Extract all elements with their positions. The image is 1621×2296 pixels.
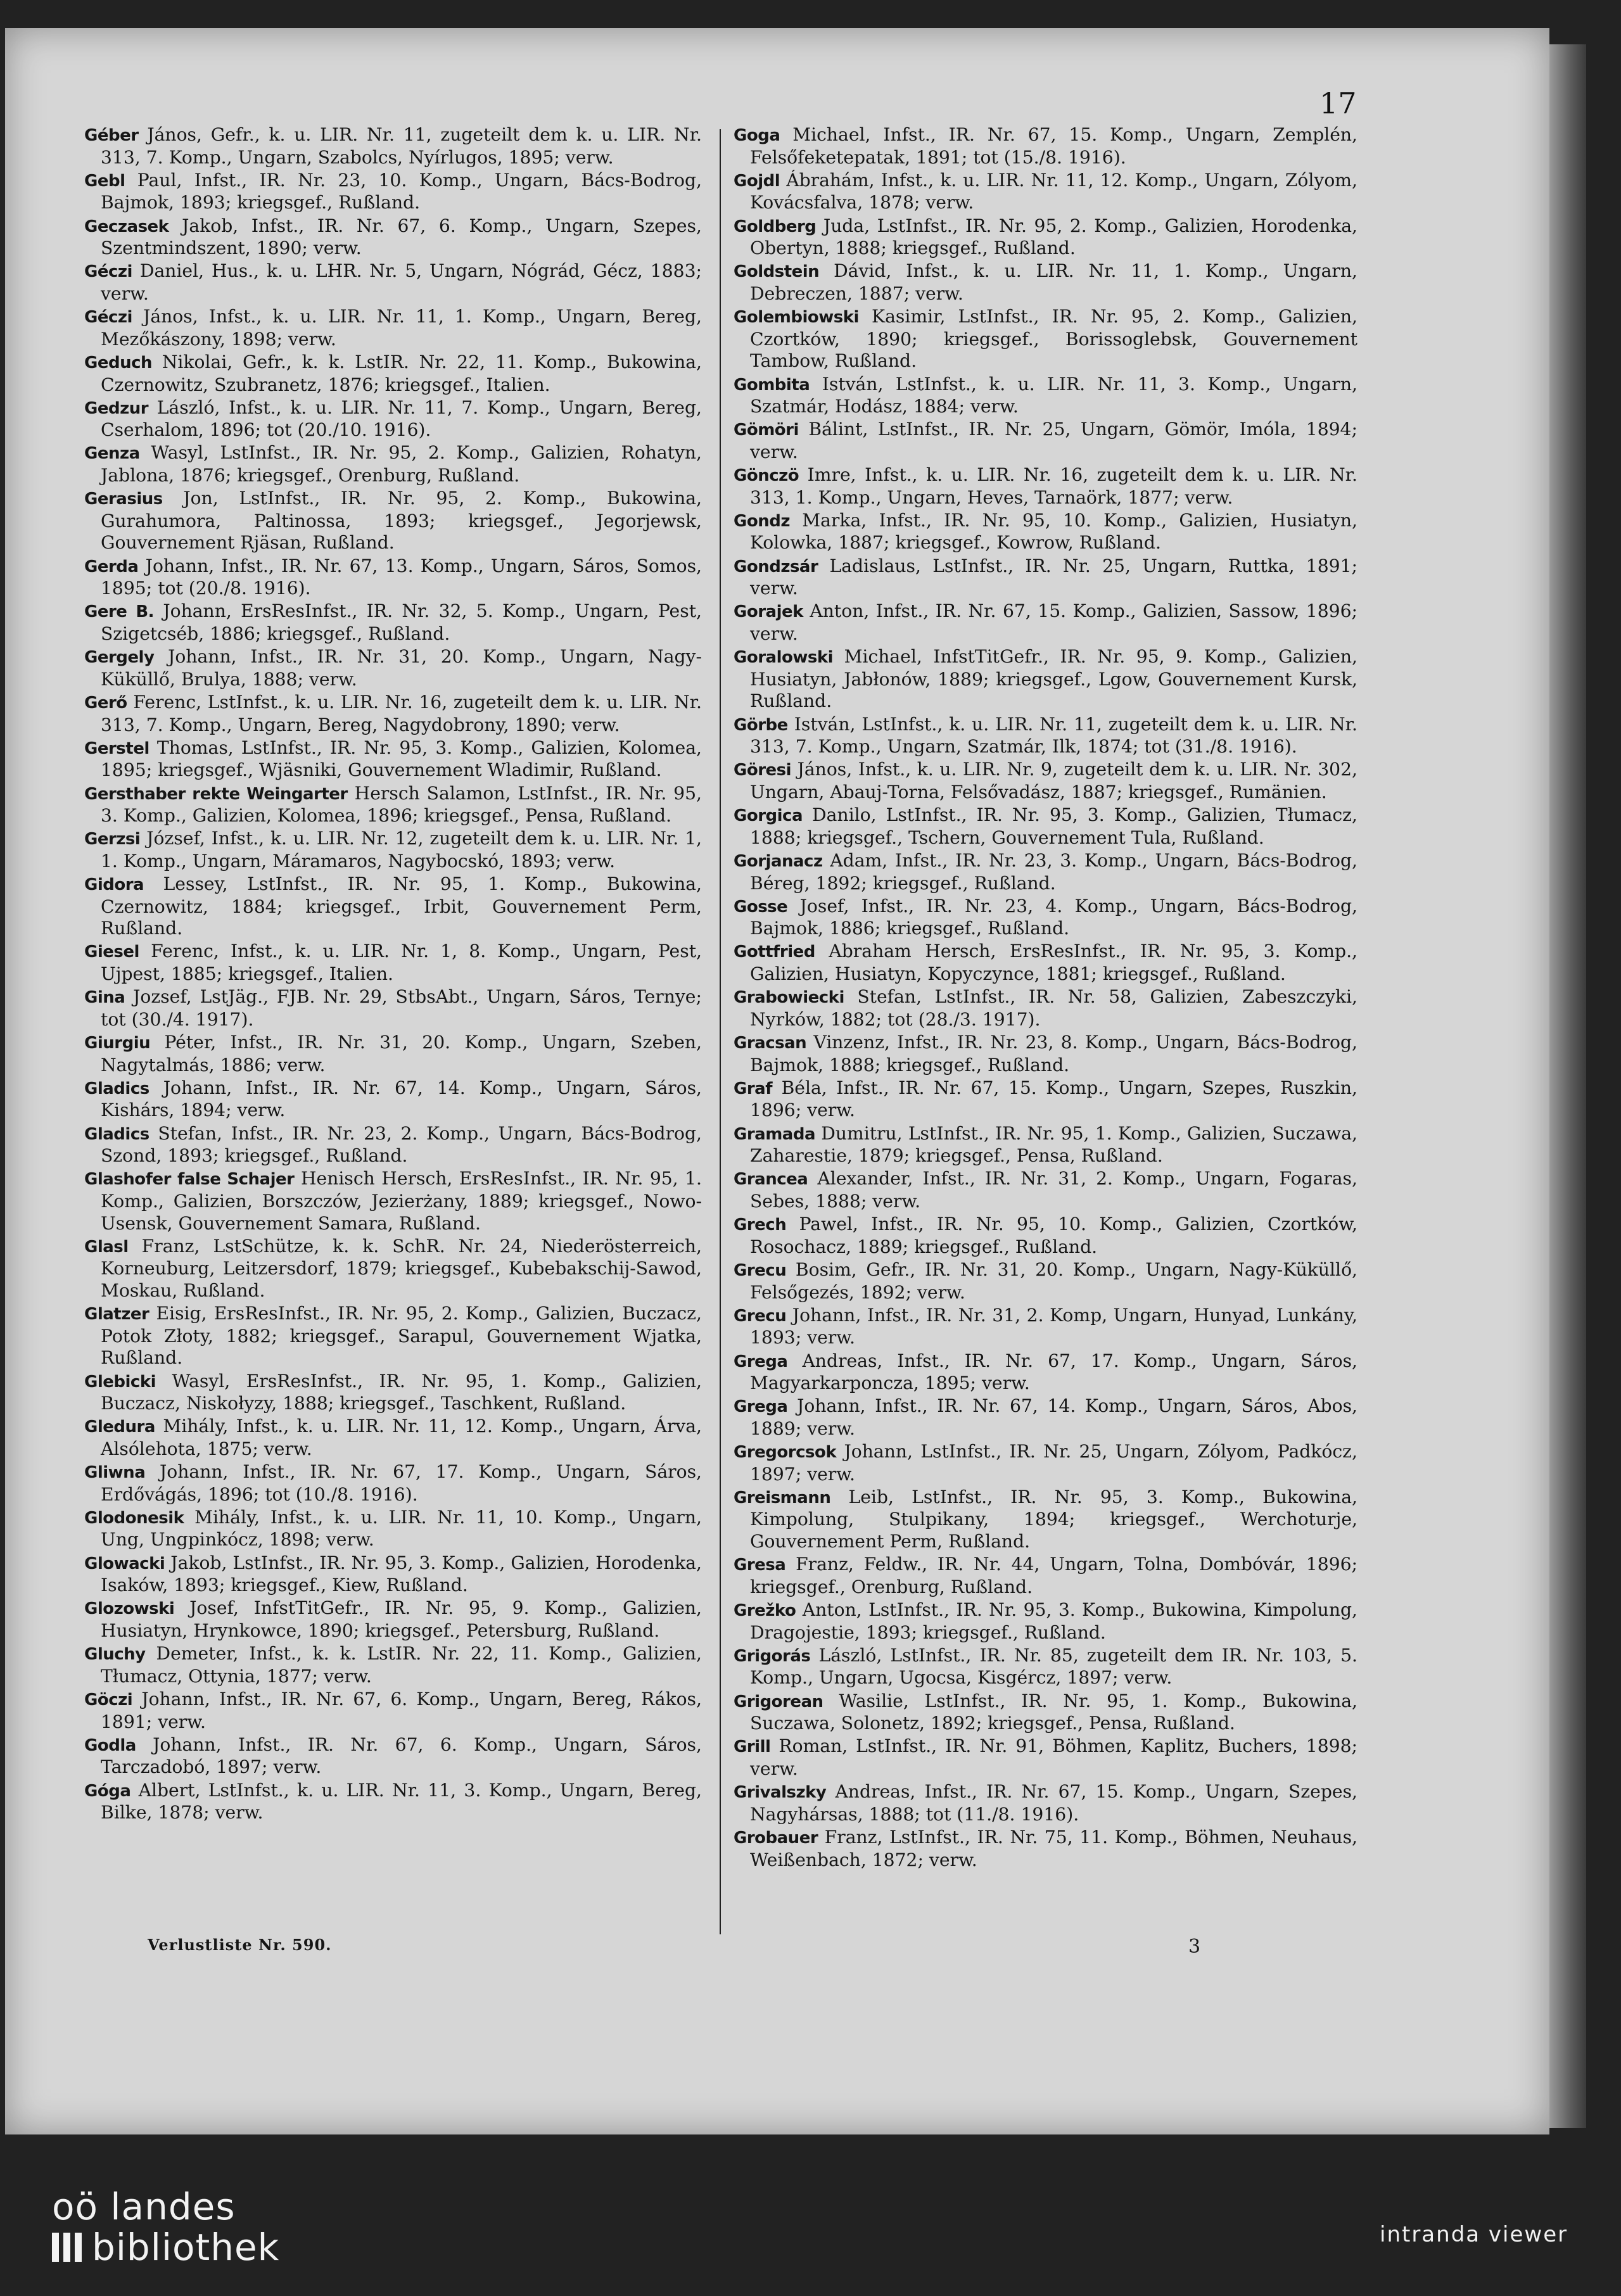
entry-surname: Grancea [734,1170,808,1189]
entry-surname: Göresi [734,761,792,780]
entry-details: Jozsef, LstJäg., FJB. Nr. 29, StbsAbt., Ungarn, Sáros, Ternye; tot (30./4. 1917). [101,986,702,1030]
entry-surname: Góga [84,1781,131,1801]
entry-details: Alexander, Infst., IR. Nr. 31, 2. Komp., Ungarn, Fogaras, Sebes, 1888; verw. [750,1168,1357,1212]
list-entry [84,1032,702,1076]
list-entry [84,306,702,350]
entry-details: Stefan, Infst., IR. Nr. 23, 2. Komp., Ungarn, Bács-Bodrog, Szond, 1893; kriegsgef., Rußland. [101,1122,702,1167]
list-entry [734,124,1357,168]
list-entry [734,1690,1357,1735]
entry-surname: Gorajek [734,602,803,622]
entry-details: János, Gefr., k. u. LIR. Nr. 11, zugeteilt dem k. u. LIR. Nr. 313, 7. Komp., Ungarn, Szabolcs, Nyírlugos, 1895; verw. [101,124,702,168]
entry-details: Johann, Infst., IR. Nr. 67, 6. Komp., Ungarn, Bereg, Rákos, 1891; verw. [101,1688,702,1732]
entry-surname: Glatzer [84,1305,149,1324]
entry-surname: Goralowski [734,648,834,668]
entry-surname: Gerő [84,693,127,713]
list-entry [84,397,702,441]
entry-details: Bosim, Gefr., IR. Nr. 31, 20. Komp., Ungarn, Nagy-Küküllő, Felsőgezés, 1892; verw. [750,1259,1357,1303]
entry-details: József, Infst., k. u. LIR. Nr. 12, zugeteilt dem k. u. LIR. Nr. 1, 1. Komp., Ungarn, Máramaros, Nagybocskó, 1893; verw. [101,828,702,872]
list-entry [84,1371,702,1415]
entry-surname: Gledura [84,1418,155,1437]
entry-details: Jon, LstInfst., IR. Nr. 95, 2. Komp., Bukowina, Gurahumora, Paltinossa, 1893; kriegsgef., Jegorjewsk, Gouvernement Rjäsan, Rußland. [101,488,702,554]
list-entry [734,1441,1357,1485]
entry-surname: Goldberg [734,217,817,236]
entry-details: Mihály, Infst., k. u. LIR. Nr. 11, 12. Komp., Ungarn, Árva, Alsólehota, 1875; verw. [101,1416,702,1459]
entry-details: Pawel, Infst., IR. Nr. 95, 10. Komp., Galizien, Czortków, Rosochacz, 1889; kriegsgef., Rußland. [750,1214,1357,1257]
list-entry [734,646,1357,713]
entry-surname: Gojdl [734,171,780,191]
entry-surname: Grecu [734,1260,787,1280]
list-entry [734,896,1357,940]
page-number: 17 [1319,86,1357,120]
entry-details: Wasyl, LstInfst., IR. Nr. 95, 2. Komp., Galizien, Rohatyn, Jablona, 1876; kriegsgef., Orenburg, Rußland. [101,442,702,486]
entry-surname: Gerasius [84,490,163,509]
column-divider [720,129,721,1934]
logo-line2 [52,2227,279,2267]
entry-surname: Gerzsi [84,830,141,849]
entry-surname: Görbe [734,715,788,735]
entry-details: Béla, Infst., IR. Nr. 67, 15. Komp., Ungarn, Szepes, Ruszkin, 1896; verw. [750,1077,1357,1121]
entry-details: Anton, Infst., IR. Nr. 67, 15. Komp., Galizien, Sassow, 1896; verw. [750,600,1357,644]
entry-details: Leib, LstInfst., IR. Nr. 95, 3. Komp., Bukowina, Kimpolung, Stulpikany, 1894; kriegsgef., Werchoturje, Gouvernement Perm, Rußland. [750,1486,1357,1552]
list-entry [734,941,1357,985]
entry-details: Johann, Infst., IR. Nr. 67, 6. Komp., Ungarn, Sáros, Tarczadobó, 1897; verw. [101,1734,702,1778]
entry-details: Michael, Infst., IR. Nr. 67, 15. Komp., Ungarn, Zemplén, Felsőfeketepatak, 1891; tot (15./8. 1916). [750,124,1357,168]
entry-surname: Giurgiu [84,1034,151,1053]
library-logo[interactable] [52,2186,279,2267]
entry-details: Henisch Hersch, ErsResInfst., IR. Nr. 95, 1. Komp., Galizien, Borszczów, Jezierżany, 1889; kriegsgef., Nowo-Usensk, Gouvernement Samara, Rußland. [101,1168,702,1234]
list-entry [734,1350,1357,1395]
list-entry [84,352,702,396]
list-entry [734,510,1357,554]
entry-surname: Grega [734,1352,788,1371]
list-entry [734,759,1357,803]
entry-surname: Gönczö [734,466,799,486]
entry-surname: Geduch [84,353,153,372]
entry-surname: Glozowski [84,1599,175,1619]
entry-details: Jakob, Infst., IR. Nr. 67, 6. Komp., Ungarn, Szepes, Szentmindszent, 1890; verw. [101,215,702,259]
entry-details: Wasilie, LstInfst., IR. Nr. 95, 1. Komp., Bukowina, Suczawa, Solonetz, 1892; kriegsgef., Pensa, Rußland. [750,1690,1357,1734]
entry-surname: Gere B. [84,602,155,622]
entry-surname: Göczi [84,1690,133,1709]
entry-details: Andreas, Infst., IR. Nr. 67, 17. Komp., Ungarn, Sáros, Magyarkarponcza, 1895; verw. [750,1350,1357,1394]
entry-surname: Golembiowski [734,308,859,327]
entry-details: Eisig, ErsResInfst., IR. Nr. 95, 2. Komp., Galizien, Buczacz, Potok Złoty, 1882; kriegsgef., Sarapul, Gouvernement Wjatka, Rußland. [101,1303,702,1369]
entry-details: Danilo, LstInfst., IR. Nr. 95, 3. Komp., Galizien, Tłumacz, 1888; kriegsgef., Tschern, Gouvernement Tula, Rußland. [750,804,1357,848]
list-entry [734,215,1357,260]
entry-surname: Grega [734,1397,788,1417]
list-entry [84,1416,702,1460]
entry-details: Abraham Hersch, ErsResInfst., IR. Nr. 95, 3. Komp., Galizien, Husiatyn, Kopyczynce, 1881; kriegsgef., Rußland. [750,941,1357,985]
entry-surname: Gedzur [84,398,149,418]
list-entry [734,374,1357,418]
list-entry [734,306,1357,372]
list-entry [734,464,1357,509]
list-entry [734,1554,1357,1598]
entry-details: Adam, Infst., IR. Nr. 23, 3. Komp., Ungarn, Bács-Bodrog, Béreg, 1892; kriegsgef., Rußland. [750,849,1357,894]
entry-surname: Geczasek [84,217,169,236]
entry-surname: Gladics [84,1124,149,1144]
entry-surname: Grobauer [734,1828,818,1848]
list-entry [734,1781,1357,1825]
entry-surname: Gregorcsok [734,1443,837,1462]
entry-details: Juda, LstInfst., IR. Nr. 95, 2. Komp., Galizien, Horodenka, Obertyn, 1888; kriegsgef., Rußland. [750,215,1357,259]
list-entry [84,1689,702,1733]
list-entry [734,1305,1357,1349]
entry-surname: Glowacki [84,1554,165,1573]
entry-details: Dávid, Infst., k. u. LIR. Nr. 11, 1. Komp., Ungarn, Debreczen, 1887; verw. [750,260,1357,304]
list-entry [84,1507,702,1551]
list-entry [84,1597,702,1642]
entry-surname: Glodonesik [84,1508,184,1528]
list-entry [84,488,702,554]
entry-details: Jakob, LstInfst., IR. Nr. 95, 3. Komp., Galizien, Horodenka, Isaków, 1893; kriegsgef., Kiew, Rußland. [101,1552,702,1596]
entry-surname: Giesel [84,942,139,962]
list-entry [734,600,1357,645]
list-entry [84,215,702,260]
list-entry [734,1259,1357,1303]
entry-details: Franz, Feldw., IR. Nr. 44, Ungarn, Tolna, Dombóvár, 1896; kriegsgef., Orenburg, Rußland. [750,1554,1357,1597]
entry-details: Paul, Infst., IR. Nr. 23, 10. Komp., Ungarn, Bács-Bodrog, Bajmok, 1893; kriegsgef., Rußland. [101,169,702,213]
entry-surname: Grecu [734,1306,787,1326]
entry-details: Demeter, Infst., k. k. LstIR. Nr. 22, 11. Komp., Galizien, Tłumacz, Ottynia, 1877; verw. [101,1643,702,1687]
list-entry [734,1123,1357,1167]
entry-surname: Grežko [734,1601,796,1620]
list-entry [84,1123,702,1167]
entry-details: Johann, Infst., IR. Nr. 67, 14. Komp., Ungarn, Sáros, Kishárs, 1894; verw. [101,1077,702,1121]
logo-text-line2: bibliothek [92,2226,280,2269]
entry-surname: Grigorean [734,1692,823,1711]
entry-surname: Goldstein [734,262,820,282]
entry-surname: Graf [734,1079,773,1098]
entry-details: Michael, InfstTitGefr., IR. Nr. 95, 9. Komp., Galizien, Husiatyn, Jabłonów, 1889; kriegsgef., Lgow, Gouvernement Kursk, Rußland. [750,646,1357,712]
list-entry [734,1599,1357,1644]
list-entry [84,1643,702,1687]
entry-surname: Gresa [734,1556,786,1575]
list-entry [84,600,702,645]
entry-details: János, Infst., k. u. LIR. Nr. 11, 1. Komp., Ungarn, Bereg, Mezőkászony, 1898; verw. [101,306,702,350]
list-entry [734,1214,1357,1258]
entry-surname: Gladics [84,1079,149,1098]
list-entry [84,260,702,305]
entry-surname: Grill [734,1737,771,1757]
entry-details: Lessey, LstInfst., IR. Nr. 95, 1. Komp., Bukowina, Czernowitz, 1884; kriegsgef., Irbit, Gouvernement Perm, Rußland. [101,873,702,939]
list-entry [84,783,702,827]
entry-details: Albert, LstInfst., k. u. LIR. Nr. 11, 3. Komp., Ungarn, Bereg, Bilke, 1878; verw. [101,1779,702,1823]
entry-surname: Gombita [734,375,810,395]
entry-details: Johann, Infst., IR. Nr. 67, 17. Komp., Ungarn, Sáros, Erdővágás, 1896; tot (10./8. 1916). [101,1461,702,1505]
entry-details: Hersch Salamon, LstInfst., IR. Nr. 95, 3. Komp., Galizien, Kolomea, 1896; kriegsgef., Pensa, Rußland. [101,782,702,827]
list-entry [84,1303,702,1369]
entry-details: László, Infst., k. u. LIR. Nr. 11, 7. Komp., Ungarn, Bereg, Cserhalom, 1896; tot (20./10. 1916). [101,396,702,441]
entry-surname: Godla [84,1735,136,1755]
entry-details: Roman, LstInfst., IR. Nr. 91, Böhmen, Kaplitz, Buchers, 1898; verw. [750,1735,1358,1779]
list-entry [84,941,702,985]
entry-details: István, LstInfst., k. u. LIR. Nr. 11, 3. Komp., Ungarn, Szatmár, Hodász, 1884; verw. [750,373,1358,417]
list-entry [734,986,1357,1031]
entry-surname: Greismann [734,1488,831,1507]
entry-surname: Gina [84,988,125,1008]
entry-details: Kasimir, LstInfst., IR. Nr. 95, 2. Komp., Galizien, Czortków, 1890; kriegsgef., Borissoglebsk, Gouvernement Tambow, Rußland. [750,306,1357,372]
list-entry [734,1168,1357,1212]
right-column [734,124,1357,1872]
entry-surname: Gergely [84,648,155,668]
list-entry [84,1461,702,1506]
entry-surname: Glashofer false Schajer [84,1170,295,1189]
entry-details: Bálint, LstInfst., IR. Nr. 25, Ungarn, Gömör, Imóla, 1894; verw. [750,419,1357,462]
entry-surname: Grabowiecki [734,988,844,1008]
entry-details: Johann, ErsResInfst., IR. Nr. 32, 5. Komp., Ungarn, Pest, Szigetcséb, 1886; kriegsgef., Rußland. [101,600,702,644]
entry-details: István, LstInfst., k. u. LIR. Nr. 11, zugeteilt dem k. u. LIR. Nr. 313, 7. Komp., Ungarn, Szatmár, Ilk, 1874; tot (31./8. 1916). [750,713,1357,758]
entry-surname: Gliwna [84,1463,146,1483]
scanned-page [5,28,1549,2134]
entry-details: Ferenc, LstInfst., k. u. LIR. Nr. 16, zugeteilt dem k. u. LIR. Nr. 313, 7. Komp., Ungarn, Bereg, Nagydobrony, 1890; verw. [101,691,702,735]
entry-surname: Gottfried [734,942,815,962]
entry-details: Ladislaus, LstInfst., IR. Nr. 25, Ungarn, Ruttka, 1891; verw. [750,555,1357,599]
entry-details: Johann, Infst., IR. Nr. 67, 14. Komp., Ungarn, Sáros, Abos, 1889; verw. [750,1395,1357,1439]
list-entry [734,850,1357,894]
logo-bars-icon [52,2233,82,2262]
entry-details: Mihály, Infst., k. u. LIR. Nr. 11, 10. Komp., Ungarn, Ung, Ungpinkócz, 1898; verw. [101,1506,702,1551]
entry-details: János, Infst., k. u. LIR. Nr. 9, zugeteilt dem k. u. LIR. Nr. 302, Ungarn, Abauj-Torna, Felsővadász, 1887; kriegsgef., Rumänien. [750,759,1358,802]
entry-details: Johann, LstInfst., IR. Nr. 25, Ungarn, Zólyom, Padkócz, 1897; verw. [750,1441,1357,1485]
left-column [84,124,702,1825]
entry-surname: Géczi [84,262,132,282]
entry-details: Thomas, LstInfst., IR. Nr. 95, 3. Komp., Galizien, Kolomea, 1895; kriegsgef., Wjäsniki, Gouvernement Wladimir, Rußland. [101,737,702,781]
entry-details: Vinzenz, Infst., IR. Nr. 23, 8. Komp., Ungarn, Bács-Bodrog, Bajmok, 1888; kriegsgef., Rußland. [750,1032,1357,1075]
entry-surname: Gebl [84,171,125,191]
entry-details: Franz, LstInfst., IR. Nr. 75, 11. Komp., Böhmen, Neuhaus, Weißenbach, 1872; verw. [750,1826,1357,1870]
entry-details: Imre, Infst., k. u. LIR. Nr. 16, zugeteilt dem k. u. LIR. Nr. 313, 1. Komp., Ungarn, Heves, Tarnaörk, 1877; verw. [750,464,1357,508]
entry-details: Josef, InfstTitGefr., IR. Nr. 95, 9. Komp., Galizien, Husiatyn, Hrynkowce, 1890; kriegsgef., Petersburg, Rußland. [101,1597,702,1641]
entry-surname: Gerstel [84,739,149,758]
entry-surname: Grivalszky [734,1783,827,1803]
list-entry [734,1395,1357,1440]
list-entry [734,1487,1357,1553]
list-entry [84,1552,702,1597]
entry-surname: Gorgica [734,806,803,826]
entry-surname: Genza [84,444,140,464]
entry-surname: Gömöri [734,421,799,440]
list-entry [84,873,702,940]
entry-surname: Gorjanacz [734,851,823,871]
logo-text-line1: oö landes [52,2185,236,2228]
entry-surname: Grech [734,1215,787,1235]
entry-surname: Gerda [84,557,139,576]
list-entry [734,1077,1357,1122]
list-entry [734,555,1357,600]
list-entry [84,737,702,782]
list-entry [84,646,702,690]
entry-surname: Gidora [84,875,144,895]
entry-details: Dumitru, LstInfst., IR. Nr. 95, 1. Komp., Galizien, Suczawa, Zaharestie, 1879; kriegsgef., Pensa, Rußland. [750,1122,1357,1167]
viewer-brand[interactable]: intranda viewer [1380,2222,1568,2247]
entry-surname: Gondzsár [734,557,818,576]
entry-details: Stefan, LstInfst., IR. Nr. 58, Galizien, Zabeszczyki, Nyrków, 1882; tot (28./3. 1917). [750,986,1357,1030]
entry-surname: Gersthaber rekte Weingarter [84,784,348,804]
entry-surname: Goga [734,126,780,145]
list-entry [734,170,1357,214]
list-entry [84,1780,702,1824]
list-entry [734,260,1357,305]
entry-surname: Gracsan [734,1034,807,1053]
entry-details: Anton, LstInfst., IR. Nr. 95, 3. Komp., Bukowina, Kimpolung, Dragojestie, 1893; kriegsgef., Rußland. [750,1599,1357,1643]
list-entry [84,986,702,1031]
list-entry [84,1236,702,1302]
entry-surname: Gluchy [84,1645,146,1665]
list-entry [84,555,702,600]
entry-surname: Grigorás [734,1646,811,1666]
entry-surname: Gramada [734,1124,816,1144]
entry-details: Johann, Infst., IR. Nr. 67, 13. Komp., Ungarn, Sáros, Somos, 1895; tot (20./8. 1916). [101,555,702,599]
entry-details: Johann, Infst., IR. Nr. 31, 20. Komp., Ungarn, Nagy-Küküllő, Brulya, 1888; verw. [101,646,702,690]
list-entry [734,714,1357,758]
entry-details: Wasyl, ErsResInfst., IR. Nr. 95, 1. Komp., Galizien, Buczacz, Niskołyzy, 1888; kriegsgef., Taschkent, Rußland. [101,1370,702,1414]
entry-details: Josef, Infst., IR. Nr. 23, 4. Komp., Ungarn, Bács-Bodrog, Bajmok, 1886; kriegsgef., Rußland. [750,895,1357,939]
list-entry [84,170,702,214]
entry-details: László, LstInfst., IR. Nr. 85, zugeteilt dem IR. Nr. 103, 5. Komp., Ungarn, Ugocsa, Kisgércz, 1897; verw. [750,1644,1357,1689]
list-entry [84,828,702,872]
entry-surname: Géczi [84,308,132,327]
entry-details: Franz, LstSchütze, k. k. SchR. Nr. 24, Niederösterreich, Korneuburg, Leitzersdorf, 1879; kriegsgef., Kubebakschij-Sawod, Moskau, Rußland. [101,1235,702,1301]
list-entry [734,1735,1357,1780]
entry-surname: Géber [84,126,139,145]
entry-surname: Gosse [734,897,788,916]
list-entry [734,1827,1357,1871]
list-entry [734,1645,1357,1689]
page-edge-shadow [1549,44,1586,2128]
entry-details: Johann, Infst., IR. Nr. 31, 2. Komp, Ungarn, Hunyad, Lunkány, 1893; verw. [750,1304,1357,1348]
entry-details: Nikolai, Gefr., k. k. LstIR. Nr. 22, 11. Komp., Bukowina, Czernowitz, Szubranetz, 1876; kriegsgef., Italien. [101,351,702,395]
entry-details: Ferenc, Infst., k. u. LIR. Nr. 1, 8. Komp., Ungarn, Pest, Ujpest, 1885; kriegsgef., Italien. [101,941,702,985]
list-entry [734,1032,1357,1076]
list-entry [84,1077,702,1122]
list-entry [734,419,1357,463]
list-entry [734,804,1357,849]
entry-details: Andreas, Infst., IR. Nr. 67, 15. Komp., Ungarn, Szepes, Nagyhársas, 1888; tot (11./8. 1916). [750,1781,1357,1825]
entry-surname: Glebicki [84,1372,156,1392]
entry-details: Péter, Infst., IR. Nr. 31, 20. Komp., Ungarn, Szeben, Nagytalmás, 1886; verw. [101,1032,702,1075]
entry-details: Daniel, Hus., k. u. LHR. Nr. 5, Ungarn, Nógrád, Gécz, 1883; verw. [101,260,702,304]
list-entry [84,1734,702,1779]
list-entry [84,442,702,486]
list-entry [84,1168,702,1234]
entry-details: Ábrahám, Infst., k. u. LIR. Nr. 11, 12. Komp., Ungarn, Zólyom, Kovácsfalva, 1878; verw. [750,169,1357,213]
list-entry [84,124,702,168]
entry-details: Marka, Infst., IR. Nr. 95, 10. Komp., Galizien, Husiatyn, Kolowka, 1887; kriegsgef., Kowrow, Rußland. [750,509,1358,554]
entry-surname: Glasl [84,1237,129,1257]
entry-surname: Gondz [734,511,790,531]
list-entry [84,692,702,736]
footer-list-number: Verlustliste Nr. 590. [148,1936,332,1954]
footer-signature-mark: 3 [1188,1936,1201,1958]
